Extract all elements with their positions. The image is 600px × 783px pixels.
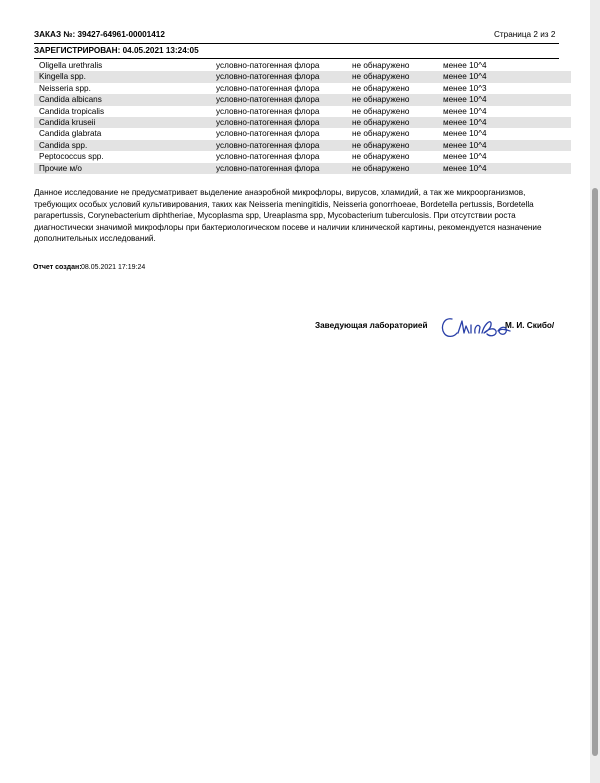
report-created-label: Отчет создан: — [33, 264, 82, 271]
norm-cell: менее 10^4 — [438, 163, 571, 174]
page-indicator: Страница 2 из 2 — [494, 30, 556, 39]
norm-cell: менее 10^4 — [443, 61, 487, 70]
flora-type-cell: условно-патогенная флора — [216, 129, 320, 139]
registration-date: ЗАРЕГИСТРИРОВАН: 04.05.2021 13:24:05 — [34, 46, 199, 55]
table-row — [34, 83, 571, 94]
table-row — [34, 117, 571, 128]
result-cell: не обнаружено — [352, 129, 410, 139]
organism-cell: Candida spp. — [34, 140, 211, 151]
flora-type-cell: условно-патогенная флора — [211, 140, 347, 151]
norm-cell: менее 10^4 — [443, 152, 487, 162]
organism-cell: Candida albicans — [34, 94, 211, 105]
organism-cell: Oligella urethralis — [39, 61, 103, 70]
result-cell: не обнаружено — [347, 140, 438, 151]
organism-cell: Candida glabrata — [39, 129, 102, 139]
flora-type-cell: условно-патогенная флора — [211, 71, 347, 82]
organism-cell: Neisseria spp. — [39, 83, 91, 93]
result-cell: не обнаружено — [352, 152, 410, 162]
organism-cell: Прочие м/о — [34, 163, 211, 174]
norm-cell: менее 10^4 — [438, 117, 571, 128]
flora-type-cell: условно-патогенная флора — [211, 117, 347, 128]
result-cell: не обнаружено — [347, 94, 438, 105]
table-row — [34, 94, 571, 105]
table-row — [34, 140, 571, 151]
result-cell: не обнаружено — [347, 71, 438, 82]
table-row — [34, 71, 571, 82]
table-row — [34, 163, 571, 174]
flora-type-cell: условно-патогенная флора — [216, 83, 320, 93]
table-top-divider — [34, 58, 559, 59]
result-cell: не обнаружено — [352, 61, 410, 70]
norm-cell: менее 10^3 — [443, 83, 487, 93]
table-row — [34, 151, 571, 162]
signature-name: М. И. Скибо/ — [505, 321, 555, 330]
flora-type-cell: условно-патогенная флора — [211, 163, 347, 174]
flora-type-cell: условно-патогенная флора — [216, 106, 320, 116]
norm-cell: менее 10^4 — [438, 94, 571, 105]
header-divider — [34, 43, 559, 44]
norm-cell: менее 10^4 — [438, 140, 571, 151]
results-table — [34, 60, 571, 174]
norm-cell: менее 10^4 — [443, 106, 487, 116]
organism-cell: Peptococcus spp. — [39, 152, 104, 162]
flora-type-cell: условно-патогенная флора — [216, 61, 320, 70]
result-cell: не обнаружено — [347, 163, 438, 174]
norm-cell: менее 10^4 — [438, 71, 571, 82]
table-row — [34, 60, 571, 71]
report-created-datetime: 08.05.2021 17:19:24 — [81, 264, 146, 271]
flora-type-cell: условно-патогенная флора — [211, 94, 347, 105]
table-row — [34, 128, 571, 139]
organism-cell: Candida kruseii — [34, 117, 211, 128]
vertical-scrollbar[interactable] — [590, 0, 600, 783]
organism-cell: Candida tropicalis — [39, 106, 105, 116]
result-cell: не обнаружено — [352, 83, 410, 93]
result-cell: не обнаружено — [347, 117, 438, 128]
organism-cell: Kingella spp. — [34, 71, 211, 82]
scrollbar-thumb[interactable] — [592, 188, 598, 756]
signature-title: Заведующая лабораторией — [315, 321, 428, 330]
flora-type-cell: условно-патогенная флора — [216, 152, 320, 162]
disclaimer-note: Данное исследование не предусматривает выделение анаэробной микрофлоры, вирусов, хламидий, а так же микроорганизмов, требующих особых условий культивирования, таких как Neisseria meningitidis, Neisseria gonorrhoeae, Bordetella pertussis, Bordetella parapertussis, Corynebacterium diphtheriae, Mycoplasma spp, Ureaplasma spp, Mycobacterium tuberculosis. При отсутствии роста диагностически значимой микрофлоры при бактериологическом посеве и наличии клинической картины, рекомендуется назначение дополнительных исследований. — [34, 188, 542, 243]
table-row — [34, 106, 571, 117]
norm-cell: менее 10^4 — [443, 129, 487, 139]
result-cell: не обнаружено — [352, 106, 410, 116]
order-number: ЗАКАЗ №: 39427-64961-00001412 — [34, 30, 165, 39]
